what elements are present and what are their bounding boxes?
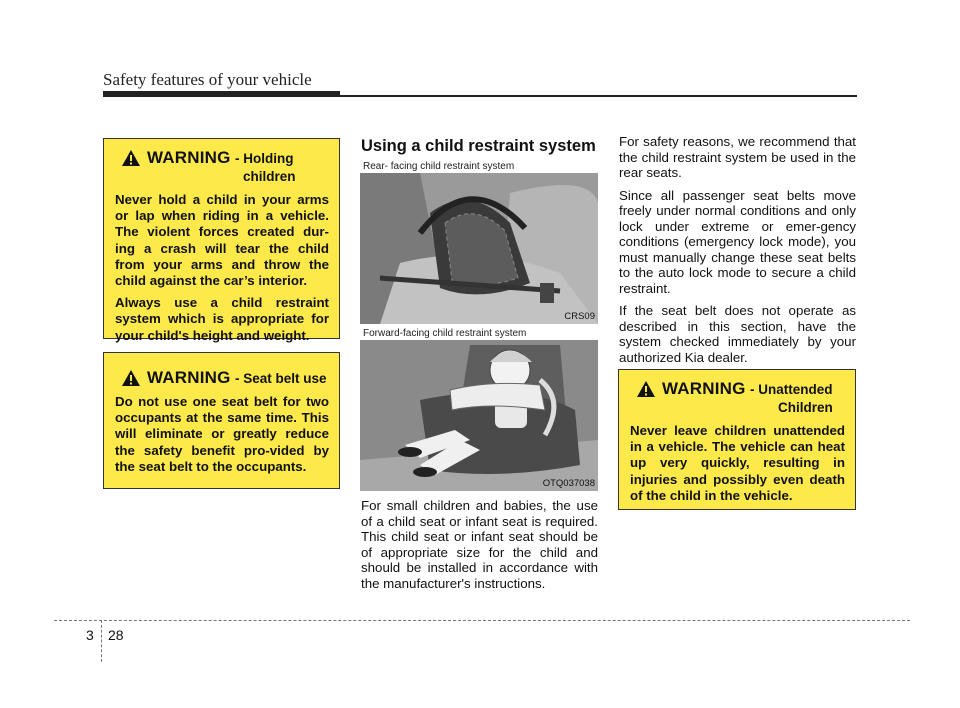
section-title: Using a child restraint system bbox=[361, 137, 596, 155]
rear-facing-seat-illustration bbox=[360, 173, 598, 324]
warning-heading bbox=[115, 369, 329, 388]
warning-triangle-icon bbox=[121, 369, 141, 387]
warning-paragraph: Never hold a child in your arms or lap when riding in a vehicle. The violent forces created dur-ing a crash will tear the child from your arms and throw the child against the car’s interior. bbox=[115, 192, 329, 289]
figure-rear-facing-seat bbox=[360, 173, 598, 324]
warning-label: WARNING bbox=[662, 379, 746, 398]
warning-body bbox=[630, 423, 845, 504]
warning-paragraph: Always use a child restraint system which is appropriate for your child's height and weight. bbox=[115, 295, 329, 343]
warning-heading bbox=[630, 380, 845, 417]
warning-box-seat-belt-use bbox=[103, 352, 340, 489]
header-rule bbox=[103, 95, 857, 97]
body-paragraph: Since all passenger seat belts move freely under normal conditions and only lock under extreme or emer-gency conditions (emergency lock mode), you must manually change these seat belts to the auto lock mode to secure a child restraint. bbox=[619, 187, 856, 296]
warning-subtitle: - Unattended bbox=[750, 382, 833, 397]
body-paragraph: For safety reasons, we recommend that the child restraint system be used in the rear seats. bbox=[619, 134, 856, 180]
warning-subtitle-cont: Children bbox=[778, 400, 833, 415]
figure-code: CRS09 bbox=[564, 311, 595, 322]
warning-paragraph: Never leave children unattended in a vehicle. The vehicle can heat up very quickly, resulting in injuries and possibly even death of the child in the vehicle. bbox=[630, 423, 845, 503]
warning-subtitle: - Holding bbox=[235, 151, 294, 166]
middle-column-text bbox=[361, 498, 598, 598]
warning-triangle-icon bbox=[636, 380, 656, 398]
forward-facing-seat-illustration bbox=[360, 340, 598, 491]
figure-forward-facing-seat bbox=[360, 340, 598, 491]
chapter-number: 3 bbox=[86, 627, 94, 643]
warning-body bbox=[115, 192, 329, 344]
warning-label: WARNING bbox=[147, 368, 231, 387]
warning-label: WARNING bbox=[147, 148, 231, 167]
page-header-title: Safety features of your vehicle bbox=[103, 70, 312, 89]
figure-caption-rear-facing: Rear- facing child restraint system bbox=[363, 161, 515, 172]
warning-box-unattended-children bbox=[618, 369, 856, 510]
page-number: 28 bbox=[108, 627, 124, 643]
figure-caption-forward-facing: Forward-facing child restraint system bbox=[363, 328, 527, 339]
warning-paragraph: Do not use one seat belt for two occupants at the same time. This will eliminate or greatly reduce the safety benefit pro-vided by the seat belt to the occupants. bbox=[115, 394, 329, 474]
warning-subtitle-cont: children bbox=[243, 169, 296, 184]
right-column-text bbox=[619, 134, 856, 372]
footer-divider bbox=[101, 620, 102, 662]
warning-triangle-icon bbox=[121, 149, 141, 167]
body-paragraph: For small children and babies, the use of a child seat or infant seat is required. This child seat or infant seat should be of appropriate size for the child and should be installed in accordance with the manufacturer's instructions. bbox=[361, 498, 598, 591]
warning-box-holding-children bbox=[103, 138, 340, 343]
warning-subtitle: - Seat belt use bbox=[235, 371, 327, 386]
figure-code: OTQ037038 bbox=[542, 478, 595, 489]
footer-rule bbox=[54, 620, 910, 621]
warning-body bbox=[115, 394, 329, 475]
warning-heading bbox=[115, 149, 329, 186]
body-paragraph: If the seat belt does not operate as described in this section, have the system checked immediately by your authorized Kia dealer. bbox=[619, 303, 856, 365]
